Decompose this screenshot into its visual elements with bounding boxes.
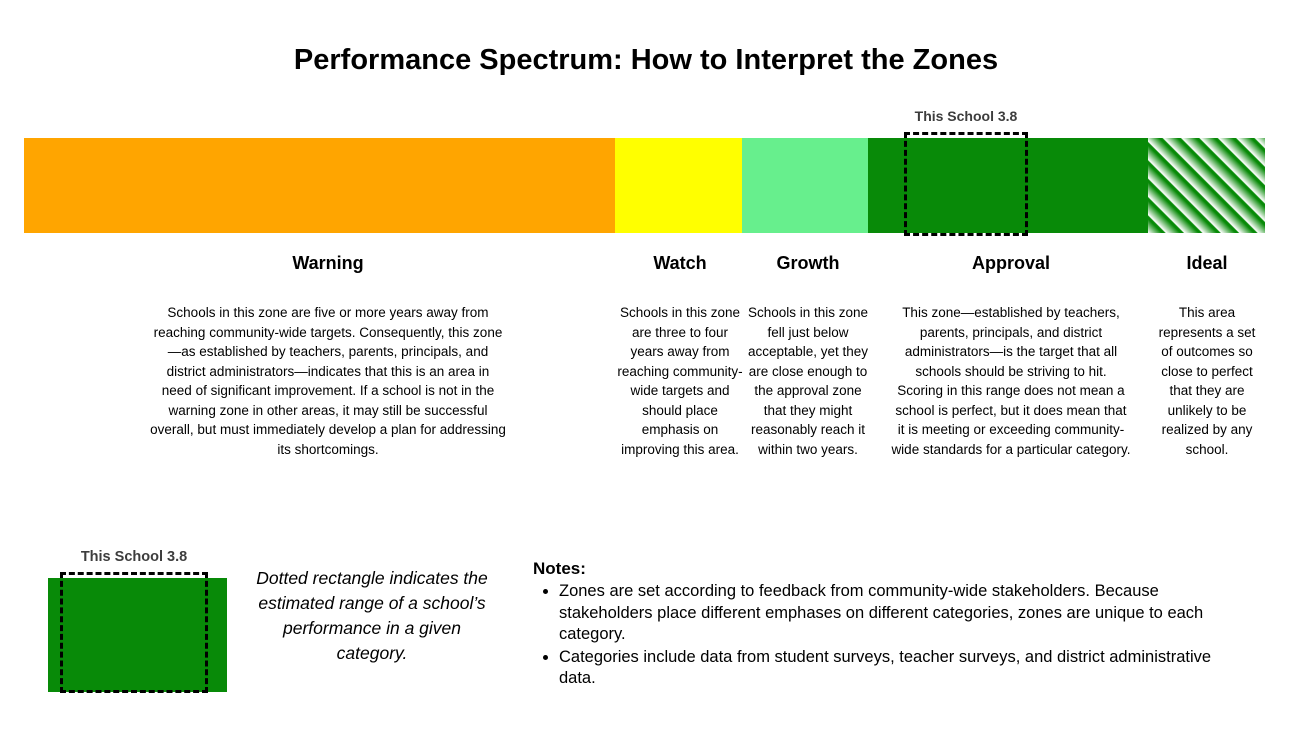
zone-segment-growth	[742, 138, 868, 233]
note-item: • Zones are set according to feedback from community-wide stakeholders. Because stakeholders place different emphases on different categories, zones are unique to each category.	[559, 581, 1215, 646]
zone-label-watch: Watch	[653, 253, 707, 273]
zone-column-warning	[150, 252, 506, 459]
zone-label-approval: Approval	[971, 253, 1050, 273]
zone-column-ideal	[1157, 252, 1257, 459]
spectrum-bar	[24, 138, 1265, 233]
legend-caption: Dotted rectangle indicates the estimated range of a school’s performance in a given category.	[256, 568, 488, 663]
zone-segment-watch	[615, 138, 742, 233]
zone-description-approval: This zone—established by teachers, parents, principals, and district administrators—is the target that all schools should be striving to hit. Scoring in this range does not mean a school is perfect, but it does mean that it is meeting or exceeding community-wide standards for a particular category.	[891, 305, 1131, 457]
zone-segment-ideal	[1148, 138, 1265, 233]
notes-list	[533, 581, 1215, 690]
zone-label-ideal: Ideal	[1186, 253, 1228, 273]
notes-section	[533, 558, 1233, 691]
page-title: Performance Spectrum: How to Interpret the Zones	[293, 44, 999, 76]
zone-description-watch: Schools in this zone are three to four years away from reaching community-wide targets and should place emphasis on improving this area.	[617, 305, 743, 457]
zone-column-approval	[891, 252, 1131, 459]
zone-description-ideal: This area represents a set of outcomes so close to perfect that they are unlikely to be realized by any school.	[1158, 305, 1256, 457]
zone-segment-warning	[24, 138, 615, 233]
zone-label-warning: Warning	[292, 253, 364, 273]
notes-heading: Notes:	[533, 559, 586, 578]
legend-range-marker	[60, 572, 208, 693]
zone-description-warning: Schools in this zone are five or more years away from reaching community-wide targets. Consequently, this zone—as established by teachers, parents, principals, and district administrators—indicates that this is an area in need of significant improvement. If a school is not in the warning zone in other areas, it may still be successful overall, but must immediately develop a plan for addressing its shortcomings.	[150, 305, 506, 457]
school-range-marker-label: This School 3.8	[914, 108, 1018, 124]
school-range-marker	[904, 132, 1028, 236]
legend-marker-label: This School 3.8	[80, 549, 188, 565]
note-item: • Categories include data from student surveys, teacher surveys, and district administrative data.	[559, 647, 1215, 690]
zone-description-growth: Schools in this zone fell just below acceptable, yet they are close enough to the approval zone that they might reasonably reach it within two years.	[747, 305, 869, 457]
zone-column-watch	[617, 252, 743, 459]
zone-label-growth: Growth	[776, 253, 840, 273]
zone-column-growth	[745, 252, 871, 459]
